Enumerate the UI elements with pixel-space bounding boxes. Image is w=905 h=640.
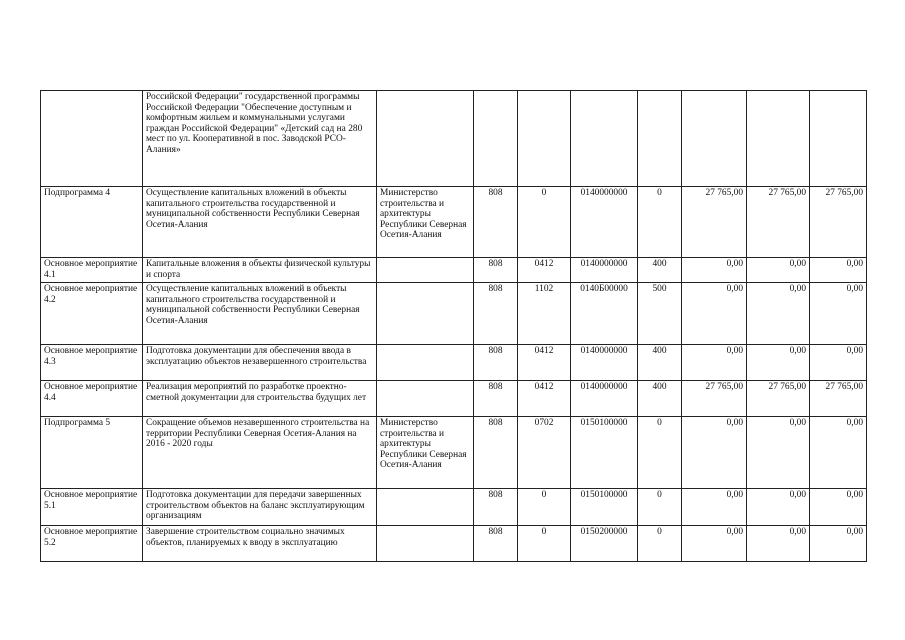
expense-type-cell: 400 [638,345,682,381]
grbs-code-cell: 808 [474,258,518,283]
table-row [41,283,867,345]
table-row [41,91,867,187]
amount-year3-cell: 0,00 [810,417,867,489]
row-name-cell [41,91,143,187]
amount-year3-cell: 0,00 [810,345,867,381]
row-name-cell: Основное мероприятие 4.2 [41,283,143,345]
table-body [41,91,867,562]
description-cell: Завершение строительством социально значимых объектов, планируемых к вводу в эксплуатацию [143,526,377,562]
amount-year2-cell [747,91,810,187]
section-code-cell: 0 [518,489,571,526]
section-code-cell: 0412 [518,381,571,417]
table-row [41,417,867,489]
target-article-cell [571,91,638,187]
target-article-cell: 0150100000 [571,417,638,489]
target-article-cell: 0140Б00000 [571,283,638,345]
grbs-code-cell: 808 [474,417,518,489]
grbs-code-cell: 808 [474,345,518,381]
executor-cell [377,258,474,283]
row-name-cell: Основное мероприятие 4.4 [41,381,143,417]
section-code-cell: 0412 [518,258,571,283]
amount-year2-cell: 0,00 [747,526,810,562]
expense-type-cell: 400 [638,258,682,283]
executor-cell [377,345,474,381]
description-cell: Капитальные вложения в объекты физической культуры и спорта [143,258,377,283]
amount-year1-cell: 0,00 [682,345,747,381]
amount-year2-cell: 0,00 [747,345,810,381]
executor-cell: Министерство строительства и архитектуры Республики Северная Осетия-Алания [377,417,474,489]
target-article-cell: 0140000000 [571,381,638,417]
target-article-cell: 0140000000 [571,345,638,381]
expense-type-cell: 0 [638,187,682,258]
row-name-cell: Подпрограмма 4 [41,187,143,258]
amount-year1-cell: 27 765,00 [682,381,747,417]
section-code-cell: 1102 [518,283,571,345]
budget-table [40,90,867,562]
expense-type-cell [638,91,682,187]
expense-type-cell: 400 [638,381,682,417]
grbs-code-cell [474,91,518,187]
executor-cell [377,283,474,345]
table-row [41,526,867,562]
description-cell: Реализация мероприятий по разработке проектно-сметной документации для строительства будущих лет [143,381,377,417]
amount-year3-cell: 0,00 [810,489,867,526]
grbs-code-cell: 808 [474,283,518,345]
expense-type-cell: 0 [638,417,682,489]
amount-year1-cell [682,91,747,187]
target-article-cell: 0150100000 [571,489,638,526]
table-row [41,381,867,417]
row-name-cell: Основное мероприятие 5.1 [41,489,143,526]
amount-year1-cell: 0,00 [682,489,747,526]
amount-year2-cell: 27 765,00 [747,187,810,258]
executor-cell [377,381,474,417]
description-cell: Российской Федерации" государственной программы Российской Федерации "Обеспечение доступным и комфортным жильем и коммунальными услугами граждан Российской Федерации" «Детский сад на 280 мест по ул. Кооперативной в пос. Заводской РСО-Алания» [143,91,377,187]
executor-cell [377,489,474,526]
target-article-cell: 0140000000 [571,187,638,258]
description-cell: Осуществление капитальных вложений в объекты капитального строительства государственной и муниципальной собственности Республики Северная Осетия-Алания [143,283,377,345]
section-code-cell [518,91,571,187]
table-row [41,489,867,526]
expense-type-cell: 0 [638,489,682,526]
expense-type-cell: 500 [638,283,682,345]
row-name-cell: Основное мероприятие 4.1 [41,258,143,283]
description-cell: Осуществление капитальных вложений в объекты капитального строительства государственной и муниципальной собственности Республики Северная Осетия-Алания [143,187,377,258]
amount-year1-cell: 0,00 [682,258,747,283]
amount-year2-cell: 0,00 [747,283,810,345]
amount-year2-cell: 0,00 [747,258,810,283]
amount-year3-cell: 27 765,00 [810,187,867,258]
table-row [41,345,867,381]
section-code-cell: 0702 [518,417,571,489]
amount-year1-cell: 0,00 [682,283,747,345]
table-row [41,258,867,283]
target-article-cell: 0140000000 [571,258,638,283]
description-cell: Сокращение объемов незавершенного строительства на территории Республики Северная Осетия-Алания на 2016 - 2020 годы [143,417,377,489]
grbs-code-cell: 808 [474,526,518,562]
section-code-cell: 0 [518,187,571,258]
amount-year2-cell: 0,00 [747,489,810,526]
amount-year3-cell: 0,00 [810,283,867,345]
amount-year3-cell [810,91,867,187]
section-code-cell: 0 [518,526,571,562]
table-row [41,187,867,258]
amount-year3-cell: 0,00 [810,258,867,283]
description-cell: Подготовка документации для обеспечения ввода в эксплуатацию объектов незавершенного строительства [143,345,377,381]
amount-year1-cell: 0,00 [682,417,747,489]
amount-year2-cell: 0,00 [747,417,810,489]
amount-year3-cell: 27 765,00 [810,381,867,417]
row-name-cell: Основное мероприятие 5.2 [41,526,143,562]
amount-year3-cell: 0,00 [810,526,867,562]
expense-type-cell: 0 [638,526,682,562]
section-code-cell: 0412 [518,345,571,381]
description-cell: Подготовка документации для передачи завершенных строительством объектов на баланс эксплуатирующим организациям [143,489,377,526]
target-article-cell: 0150200000 [571,526,638,562]
executor-cell [377,91,474,187]
grbs-code-cell: 808 [474,489,518,526]
grbs-code-cell: 808 [474,187,518,258]
executor-cell: Министерство строительства и архитектуры Республики Северная Осетия-Алания [377,187,474,258]
row-name-cell: Основное мероприятие 4.3 [41,345,143,381]
amount-year1-cell: 27 765,00 [682,187,747,258]
grbs-code-cell: 808 [474,381,518,417]
row-name-cell: Подпрограмма 5 [41,417,143,489]
executor-cell [377,526,474,562]
amount-year2-cell: 27 765,00 [747,381,810,417]
amount-year1-cell: 0,00 [682,526,747,562]
